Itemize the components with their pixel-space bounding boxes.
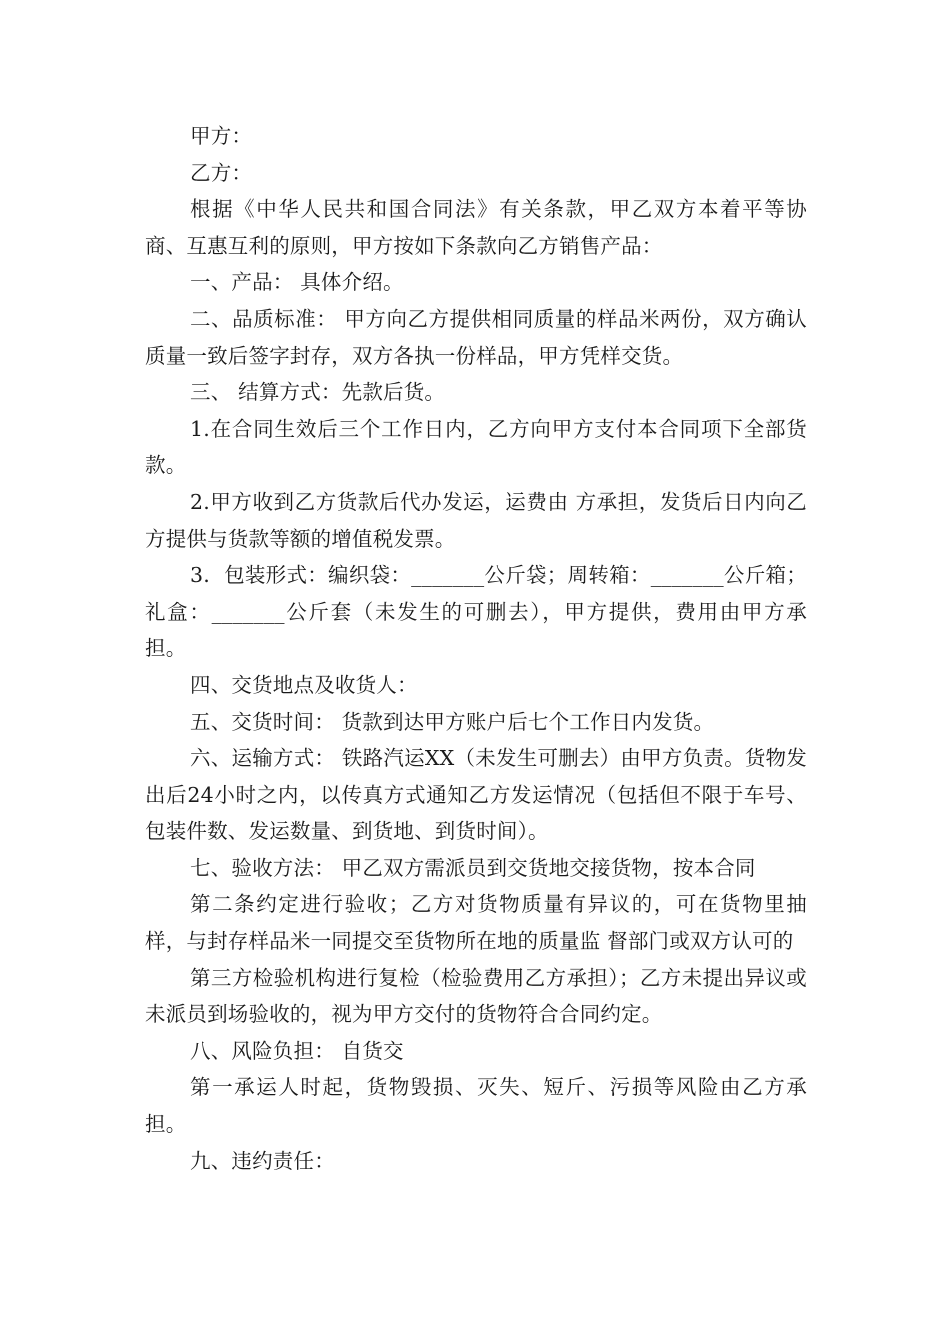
- acceptance-continued-2: 第三方检验机构进行复检（检验费用乙方承担）；乙方未提出异议或未派员到场验收的，视为甲方交付的货物符合合同约定。: [145, 965, 807, 1027]
- clause-quality-standard: 二、品质标准： 甲方向乙方提供相同质量的样品米两份，双方确认质量一致后签字封存，双方各执一份样品，甲方凭样交货。: [145, 306, 807, 368]
- clause-delivery-place: 四、交货地点及收货人：: [190, 672, 418, 697]
- settlement-item-2: 2.甲方收到乙方货款后代办发运，运费由 方承担，发货后日内向乙方提供与货款等额的增值税发票。: [145, 489, 807, 551]
- clause-liability: 九、违约责任：: [190, 1148, 335, 1173]
- clause-delivery-time: 五、交货时间： 货款到达甲方账户后七个工作日内发货。: [190, 709, 715, 734]
- clause-product: 一、产品： 具体介绍。: [190, 270, 404, 295]
- preamble-paragraph: 根据《中华人民共和国合同法》有关条款，甲乙双方本着平等协商、互惠互利的原则，甲方按如下条款向乙方销售产品：: [145, 197, 807, 258]
- document-body: [145, 118, 807, 1179]
- party-a-line: 甲方：: [190, 124, 253, 148]
- risk-continued: 第一承运人时起，货物毁损、灭失、短斤、污损等风险由乙方承担。: [145, 1075, 807, 1137]
- packaging-item: 3．包装形式：编织袋：_______公斤袋；周转箱：_______公斤箱；礼盒：_______公斤套（未发生的可删去），甲方提供，费用由甲方承担。: [145, 563, 807, 661]
- clause-risk: 八、风险负担： 自货交: [190, 1038, 404, 1063]
- party-b-line: 乙方：: [190, 160, 253, 185]
- clause-settlement: 三、 结算方式：先款后货。: [190, 380, 446, 405]
- settlement-item-1: 1.在合同生效后三个工作日内，乙方向甲方支付本合同项下全部货款。: [145, 416, 807, 478]
- clause-transport: 六、运输方式： 铁路汽运XX（未发生可删去）由甲方负责。货物发出后24小时之内，以传真方式通知乙方发运情况（包括但不限于车号、包装件数、发运数量、到货地、到货时间）。: [145, 746, 807, 844]
- acceptance-continued-1: 第二条约定进行验收；乙方对货物质量有异议的，可在货物里抽样，与封存样品米一同提交至货物所在地的质量监 督部门或双方认可的: [145, 892, 807, 954]
- clause-acceptance: 七、验收方法： 甲乙双方需派员到交货地交接货物，按本合同: [190, 855, 756, 880]
